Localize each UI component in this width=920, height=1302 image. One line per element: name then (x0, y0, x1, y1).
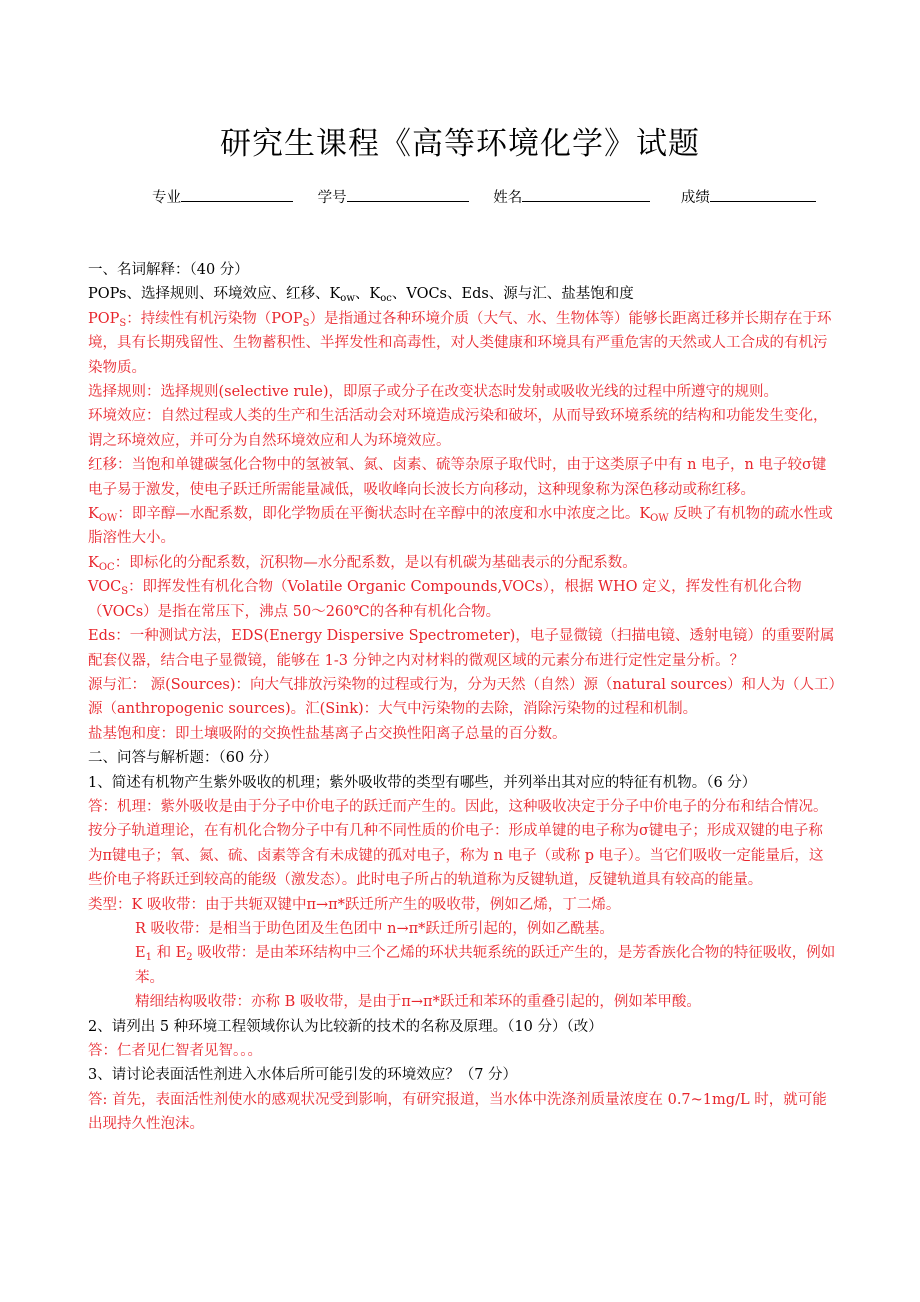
subscript: S (121, 586, 129, 598)
info-fields (152, 186, 836, 207)
student-id-label: 学号 (317, 190, 347, 206)
answer-text: 反映了有机物的疏水性或脂溶性大小。 (88, 506, 833, 547)
answer-text: ：即辛醇—水配系数，即化学物质在平衡状态时在辛醇中的浓度和水中浓度之比。K (117, 506, 651, 523)
answer-text: E (135, 945, 146, 962)
term-list-text: POPs、选择规则、环境效应、红移、K (88, 286, 341, 303)
answer-text: K (88, 554, 99, 571)
answer-pops (88, 307, 836, 380)
band-type-k: 类型：K 吸收带：由于共轭双键中π→π*跃迁所产生的吸收带，例如乙烯，丁二烯。 (88, 896, 621, 913)
major-label: 专业 (152, 190, 181, 206)
page-title: 研究生课程《高等环境化学》试题 (220, 126, 700, 162)
band-type-b: 精细结构吸收带：亦称 B 吸收带，是由于π→π*跃迁和苯环的重叠引起的，例如苯甲酸。 (135, 994, 701, 1011)
subscript: 1 (145, 952, 152, 964)
answer-base-saturation: 盐基饱和度：即土壤吸附的交换性盐基离子占交换性阳离子总量的百分数。 (88, 725, 567, 742)
question-3: 3、请讨论表面活性剂进入水体后所可能引发的环境效应？（7 分） (88, 1067, 518, 1084)
answer-3: 答: 首先，表面活性剂使水的感观状况受到影响，有研究报道，当水体中洗涤剂质量浓度在 0.7~1mg/L 时，就可能出现持久性泡沫。 (88, 1091, 827, 1133)
answer-text: POP (88, 310, 120, 327)
name-field (493, 186, 650, 207)
answer-text: ）是指通过各种环境介质（大气、水、生物体等）能够长距离迁移并长期存在于环境，具有长期残留性、生物蓄积性、半挥发性和高毒性，对人类健康和环境具有严重危害的天然或人工合成的有机污染物质。 (88, 310, 832, 376)
name-label: 姓名 (493, 190, 523, 206)
answer-environmental-effect: 环境效应：自然过程或人类的生产和生活活动会对环境造成污染和破坏，从而导致环境系统的结构和功能发生变化，谓之环境效应，并可分为自然环境效应和人为环境效应。 (88, 408, 828, 449)
subscript: oc (380, 293, 392, 305)
answer-text: ：即标化的分配系数，沉积物—水分配系数，是以有机碳为基础表示的分配系数。 (114, 554, 637, 571)
section-1-heading: 一、名词解释：（40 分） (88, 262, 249, 278)
answer-vocs (88, 575, 836, 624)
band-type-r: R 吸收带：是相当于助色团及生色团中 n→π*跃迁所引起的，例如乙酰基。 (135, 920, 614, 937)
student-id-blank (347, 187, 469, 202)
question-2: 2、请列出 5 种环境工程领域你认为比较新的技术的名称及原理。（10 分）（改） (88, 1018, 603, 1035)
answer-kow (88, 502, 836, 551)
answer-text: K (88, 506, 99, 523)
score-field (681, 186, 816, 207)
major-blank (181, 187, 293, 202)
exam-body (88, 258, 836, 1137)
name-blank (522, 187, 650, 202)
subscript: S (119, 317, 127, 329)
answer-text: 吸收带：是由苯环结构中三个乙烯的环状共轭系统的跃迁产生的，是芳香族化合物的特征吸收，例如苯。 (135, 945, 836, 986)
answer-source-sink: 源与汇： 源(Sources)：向大气排放污染物的过程或行为，分为天然（自然）源（natural sources）和人为（人工）源（anthropogenic sources)。汇(Sink)：大气中污染物的去除，消除污染物的过程和机制。 (88, 676, 836, 718)
band-type-e (88, 941, 836, 990)
term-list-text: 、K (354, 286, 381, 303)
subscript: OW (650, 513, 669, 525)
question-1: 1、简述有机物产生紫外吸收的机理；紫外吸收带的类型有哪些，并列举出其对应的特征有机物。（6 分） (88, 774, 757, 791)
answer-2: 答：仁者见仁智者见智。。。 (88, 1043, 262, 1059)
subscript: 2 (186, 952, 193, 964)
subscript: S (302, 317, 310, 329)
answer-selection-rule: 选择规则：选择规则(selective rule)，即原子或分子在改变状态时发射或吸收光线的过程中所遵守的规则。 (88, 384, 779, 401)
score-blank (710, 187, 816, 202)
term-list (88, 282, 836, 306)
answer-koc (88, 551, 836, 575)
answer-eds: Eds：一种测试方法，EDS(Energy Dispersive Spectrometer)，电子显微镜（扫描电镜、透射电镜）的重要附属配套仪器，结合电子显微镜，能够在 1-3 分钟之内对材料的微观区域的元素分布进行定性定量分析。？ (88, 628, 835, 669)
answer-text: ：即挥发性有机化合物（Volatile Organic Compounds,VOCs），根据 WHO 定义，挥发性有机化合物（VOCs）是指在常压下，沸点 50～260℃的各种有机化合物。 (88, 579, 802, 620)
answer-text: VOC (88, 579, 122, 596)
answer-1: 答：机理：紫外吸收是由于分子中价电子的跃迁而产生的。因此，这种吸收决定于分子中价电子的分布和结合情况。按分子轨道理论，在有机化合物分子中有几种不同性质的价电子：形成单键的电子称为σ键电子；形成双键的电子称为π键电子；氧、氮、硫、卤素等含有未成键的孤对电子，称为 n 电子（或称 p 电子）。当它们吸收一定能量后，这些价电子将跃迁到较高的能级（激发态）。此时电子所占的轨道称为反键轨道，反键轨道具有较高的能量。 (88, 798, 828, 889)
section-2-heading: 二、问答与解析题：（60 分） (88, 750, 278, 767)
subscript: OC (98, 561, 115, 573)
score-label: 成绩 (680, 190, 710, 206)
subscript: OW (98, 513, 118, 525)
term-list-text: 、VOCs、Eds、源与汇、盐基饱和度 (391, 286, 634, 303)
major-field (152, 186, 293, 207)
subscript: ow (340, 293, 355, 305)
answer-redshift: 红移：当饱和单键碳氢化合物中的氢被氧、氮、卤素、硫等杂原子取代时，由于这类原子中有 n 电子，n 电子较σ键电子易于激发，使电子跃迁所需能量减低，吸收峰向长波长方向移动，这种现象称为深色移动或称红移。 (88, 457, 827, 498)
student-id-field (318, 186, 469, 207)
answer-text: ：持续性有机污染物（POP (126, 310, 303, 327)
answer-text: 和 E (151, 945, 187, 962)
